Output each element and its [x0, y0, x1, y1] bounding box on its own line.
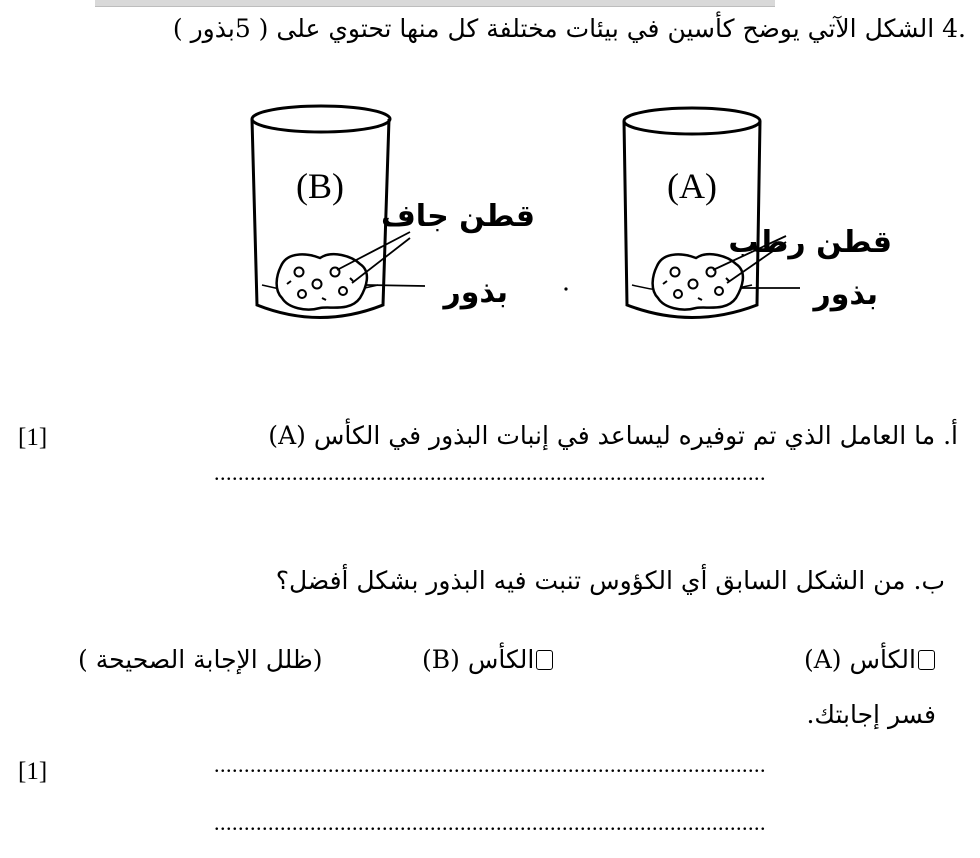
wet-cotton-label: قطن رطب	[728, 225, 892, 260]
dry-cotton-label: قطن جاف	[380, 199, 535, 234]
beaker-b	[252, 106, 535, 318]
option-beaker-a-label: الكأس (A)	[803, 645, 916, 674]
part-a-answer-line[interactable]: ............................................................................................	[214, 460, 766, 485]
part-b-answer-line-1[interactable]: ............................................................................................	[214, 752, 766, 777]
seeds-label-b: بذور	[443, 275, 508, 310]
option-beaker-a[interactable]	[804, 645, 935, 674]
checkbox-icon[interactable]	[536, 650, 553, 670]
part-a-question: أ. ما العامل الذي تم توفيره ليساعد في إنبات البذور في الكأس (A)	[268, 421, 958, 450]
beakers-figure	[0, 0, 980, 360]
beaker-a-label: (A)	[667, 166, 717, 206]
explain-answer-label: فسر إجابتك.	[806, 700, 936, 729]
stray-dot	[564, 287, 567, 290]
beaker-a	[624, 108, 892, 318]
part-b-answer-line-2[interactable]: ............................................................................................	[214, 810, 766, 835]
part-b-question: ب. من الشكل السابق أي الكؤوس تنبت فيه البذور بشكل أفضل؟	[275, 566, 945, 595]
option-beaker-b-label: الكأس (B)	[422, 645, 535, 674]
question-title: .4 الشكل الآتي يوضح كأسين في بيئات مختلفة كل منها تحتوي على ( 5بذور )	[172, 14, 966, 43]
shade-answer-hint: (ظلل الإجابة الصحيحة )	[78, 645, 323, 674]
seeds-label-a: بذور	[813, 277, 878, 312]
part-b-mark: [1]	[18, 758, 48, 785]
part-a-mark: [1]	[18, 424, 48, 451]
beaker-b-label: (B)	[296, 166, 344, 206]
option-beaker-b[interactable]	[422, 645, 553, 674]
checkbox-icon[interactable]	[918, 650, 935, 670]
